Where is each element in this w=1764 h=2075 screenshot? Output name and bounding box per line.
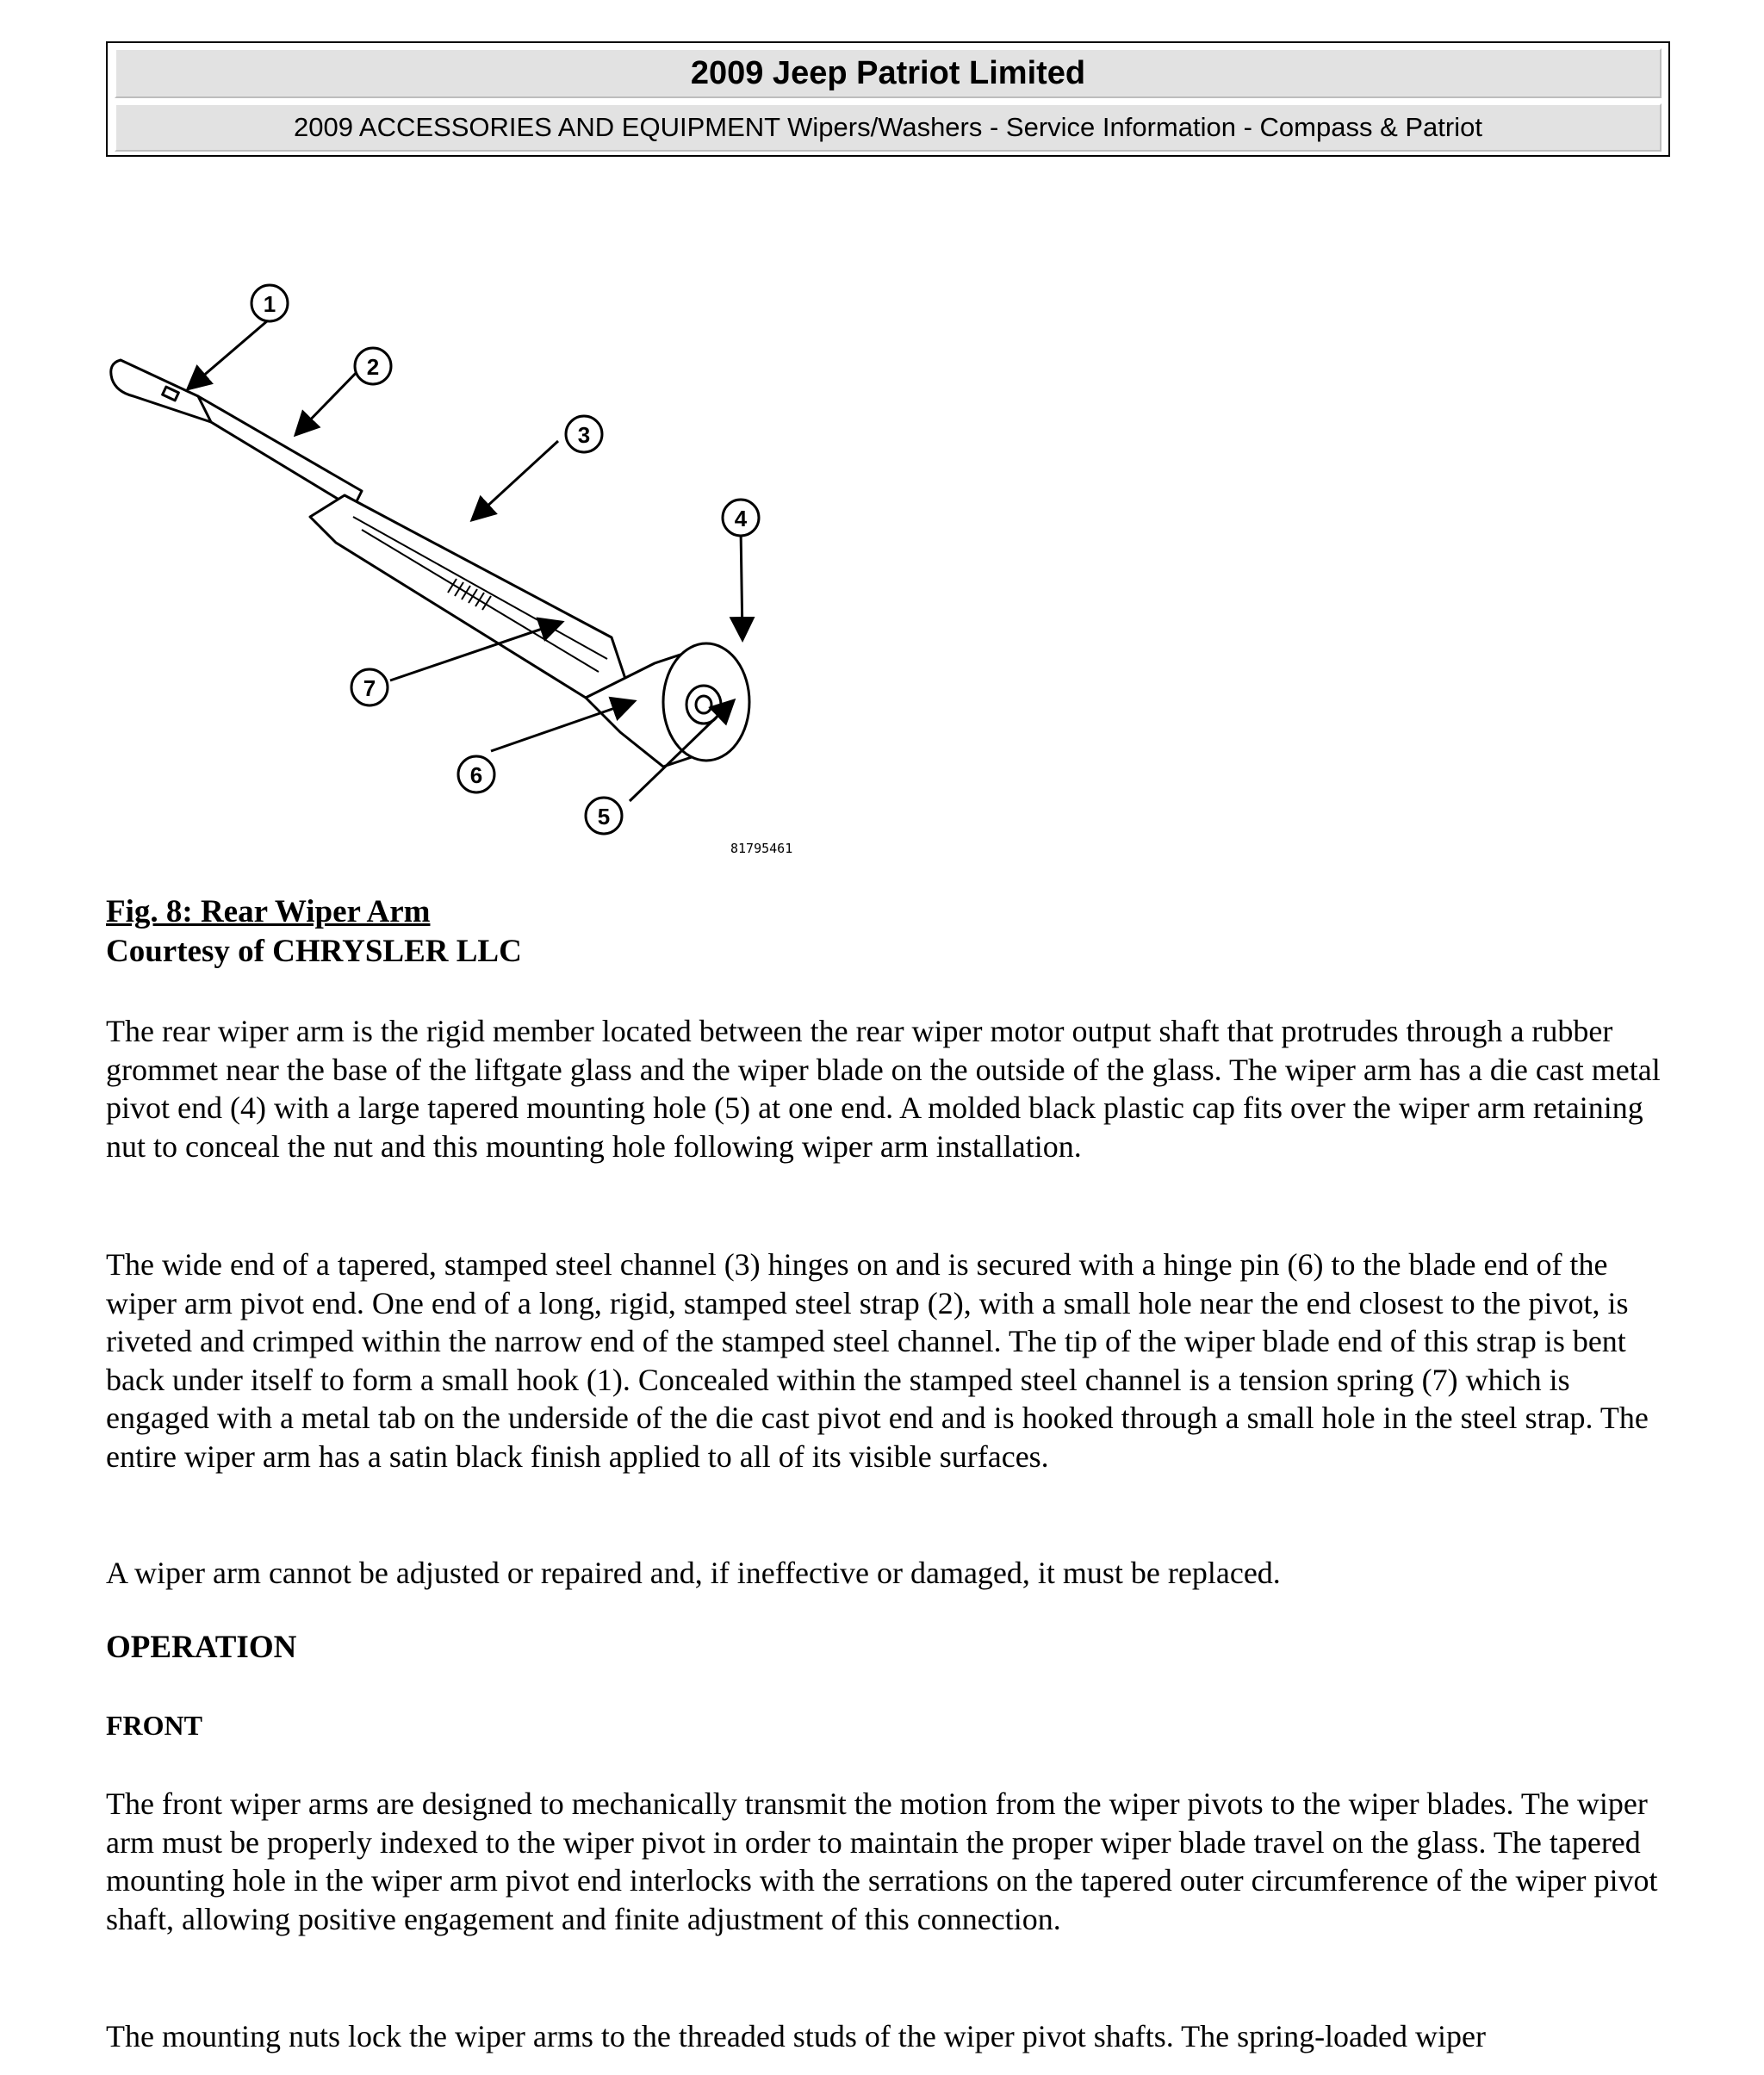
caption-courtesy: Courtesy of CHRYSLER LLC (106, 934, 522, 969)
callout-1-label: 1 (263, 291, 276, 317)
callout-3-label: 3 (577, 422, 591, 448)
callout-5 (586, 798, 622, 834)
paragraph-rear-arm-description: The rear wiper arm is the rigid member located between the rear wiper motor output shaft that protrudes through a rubber grommet near the base of the liftgate glass and the wiper blade on the outside of the glass. The wiper arm has a die cast metal pivot end (4) with a large tapered mounting hole (5) at one end. A molded black plastic cap fits over the wiper arm retaining nut to conceal the nut and this mounting hole following wiper arm installation. (106, 1014, 1661, 1164)
callout-2 (355, 348, 391, 384)
heading-operation: OPERATION (106, 1630, 297, 1665)
wiper-arm-drawing (111, 360, 749, 767)
rear-wiper-arm-figure (103, 267, 818, 870)
heading-front: FRONT (106, 1710, 202, 1741)
document-header (106, 41, 1670, 157)
paragraph-front-operation: The front wiper arms are designed to mechanically transmit the motion from the wiper pivots to the wiper blades. The wiper arm must be properly indexed to the wiper pivot in order to maintain the proper wiper blade travel on the glass. The tapered mounting hole in the wiper arm pivot end interlocks with the serrations on the tapered outer circumference of the wiper pivot shaft, allowing positive engagement and finite adjustment of this connection. (106, 1786, 1658, 1936)
paragraph-mounting-nuts: The mounting nuts lock the wiper arms to the threaded studs of the wiper pivot shafts. The spring-loaded wiper (106, 2019, 1486, 2053)
caption-title: Fig. 8: Rear Wiper Arm (106, 894, 431, 929)
callout-7-label: 7 (363, 675, 376, 701)
callout-3 (566, 416, 602, 452)
header-subtitle: 2009 ACCESSORIES AND EQUIPMENT Wipers/Washers - Service Information - Compass & Patriot (115, 103, 1662, 152)
paragraph-replacement-note: A wiper arm cannot be adjusted or repaired and, if ineffective or damaged, it must be replaced. (106, 1556, 1281, 1590)
callout-1 (252, 285, 288, 321)
callout-5-label: 5 (597, 804, 611, 829)
callout-6-label: 6 (469, 762, 483, 788)
callout-4-label: 4 (734, 506, 748, 531)
header-title: 2009 Jeep Patriot Limited (115, 48, 1662, 98)
image-code: 81795461 (730, 841, 793, 856)
figure-caption (106, 892, 522, 972)
callout-4 (723, 500, 759, 536)
callout-6 (458, 756, 494, 792)
callout-2-label: 2 (366, 354, 380, 380)
callout-7 (351, 669, 388, 705)
paragraph-rear-arm-construction: The wide end of a tapered, stamped steel channel (3) hinges on and is secured with a hinge pin (6) to the blade end of the wiper arm pivot end. One end of a long, rigid, stamped steel strap (2), with a small hole near the end closest to the pivot, is riveted and crimped within the narrow end of the stamped steel channel. The tip of the wiper blade end of this strap is bent back under itself to form a small hook (1). Concealed within the stamped steel channel is a tension spring (7) which is engaged with a metal tab on the underside of the die cast pivot end and is hooked through a small hole in the steel strap. The entire wiper arm has a satin black finish applied to all of its visible surfaces. (106, 1247, 1649, 1474)
